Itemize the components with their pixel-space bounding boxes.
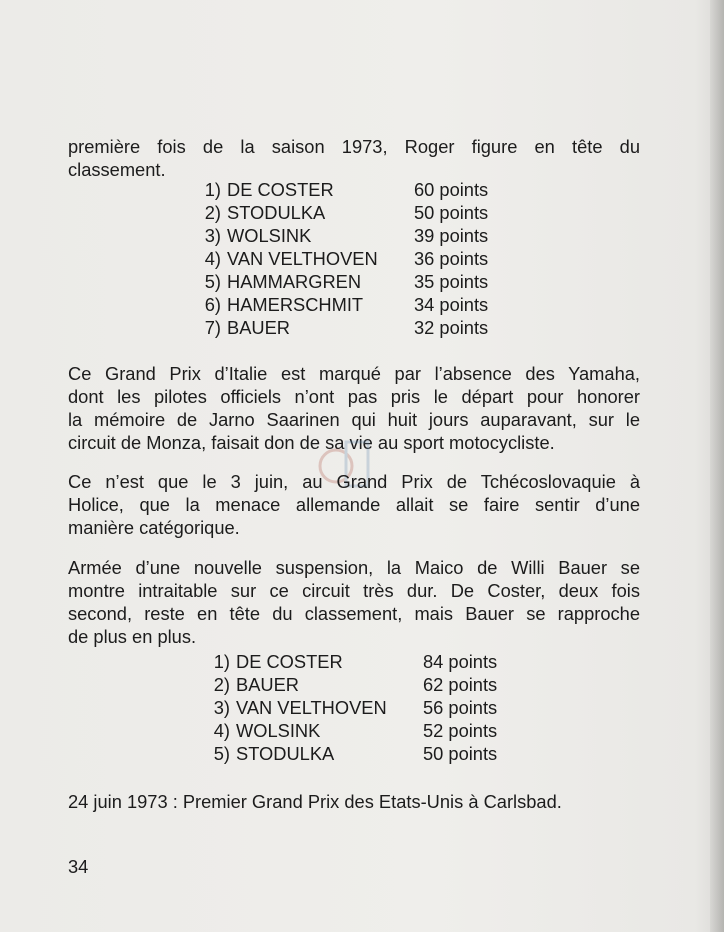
standings-row <box>195 247 525 270</box>
text-line: Ce Grand Prix d’Italie est marqué par l’absence des Yamaha, <box>68 363 640 384</box>
rider-points: 34 points <box>414 294 489 315</box>
standings-row <box>195 270 525 293</box>
text-line: première fois de la saison 1973, Roger figure en tête du <box>68 136 640 157</box>
rider-name: DE COSTER <box>227 179 334 200</box>
rider-name: HAMMARGREN <box>227 271 362 292</box>
standings-table-1 <box>195 178 525 339</box>
rider-name: DE COSTER <box>236 651 343 672</box>
standings-row <box>204 673 534 696</box>
rider-name: BAUER <box>227 317 290 338</box>
rider-name: STODULKA <box>227 202 326 223</box>
rider-points: 32 points <box>414 317 489 338</box>
rider-points: 62 points <box>423 674 498 695</box>
rank: 2) <box>204 202 221 223</box>
standings-row <box>204 696 534 719</box>
rank: 3) <box>213 697 230 718</box>
paragraph-tchecoslovaquie <box>68 470 640 539</box>
rider-points: 84 points <box>423 651 498 672</box>
rider-name: HAMERSCHMIT <box>227 294 364 315</box>
rank: 7) <box>204 317 221 338</box>
standings-row <box>195 178 525 201</box>
rider-points: 50 points <box>414 202 489 223</box>
text-line: de plus en plus. <box>68 626 197 647</box>
rank: 4) <box>213 720 230 741</box>
closing-paragraph <box>68 790 640 813</box>
rider-points: 60 points <box>414 179 489 200</box>
text-line: Ce n’est que le 3 juin, au Grand Prix de Tchécoslovaquie à <box>68 471 640 492</box>
text-line: manière catégorique. <box>68 517 240 538</box>
rider-name: STODULKA <box>236 743 335 764</box>
standings-row <box>195 201 525 224</box>
intro-paragraph <box>68 135 640 181</box>
standings-row <box>195 224 525 247</box>
rider-points: 36 points <box>414 248 489 269</box>
standings-row <box>195 316 525 339</box>
rider-name: VAN VELTHOVEN <box>236 697 387 718</box>
rider-name: WOLSINK <box>227 225 312 246</box>
text-line: 24 juin 1973 : Premier Grand Prix des Etats-Unis à Carlsbad. <box>68 791 562 812</box>
text-line: second, reste en tête du classement, mais Bauer se rapproche <box>68 603 640 624</box>
rank: 3) <box>204 225 221 246</box>
standings-row <box>204 650 534 673</box>
rank: 5) <box>213 743 230 764</box>
standings-row <box>195 293 525 316</box>
page-number: 34 <box>68 856 89 877</box>
rank: 2) <box>213 674 230 695</box>
standings-row <box>204 719 534 742</box>
text-line: montre intraitable sur ce circuit très dur. De Coster, deux fois <box>68 580 640 601</box>
rider-name: WOLSINK <box>236 720 321 741</box>
rank: 1) <box>213 651 230 672</box>
text-line: circuit de Monza, faisait don de sa vie au sport motocycliste. <box>68 432 555 453</box>
rider-name: VAN VELTHOVEN <box>227 248 378 269</box>
text-line: la mémoire de Jarno Saarinen qui huit jours auparavant, sur le <box>68 409 640 430</box>
text-line: Armée d’une nouvelle suspension, la Maico de Willi Bauer se <box>68 557 640 578</box>
book-spine-edge <box>710 0 724 932</box>
text-line: dont les pilotes officiels n’ont pas pris le départ pour honorer <box>68 386 640 407</box>
paragraph-maico <box>68 556 640 648</box>
rank: 4) <box>204 248 221 269</box>
rank: 6) <box>204 294 221 315</box>
rank: 1) <box>204 179 221 200</box>
rider-points: 50 points <box>423 743 498 764</box>
text-line: classement. <box>68 159 166 180</box>
rider-name: BAUER <box>236 674 299 695</box>
standings-row <box>204 742 534 765</box>
standings-table-2 <box>204 650 534 765</box>
rider-points: 52 points <box>423 720 498 741</box>
rider-points: 39 points <box>414 225 489 246</box>
text-line: Holice, que la menace allemande allait se faire sentir d’une <box>68 494 640 515</box>
rank: 5) <box>204 271 221 292</box>
rider-points: 56 points <box>423 697 498 718</box>
rider-points: 35 points <box>414 271 489 292</box>
